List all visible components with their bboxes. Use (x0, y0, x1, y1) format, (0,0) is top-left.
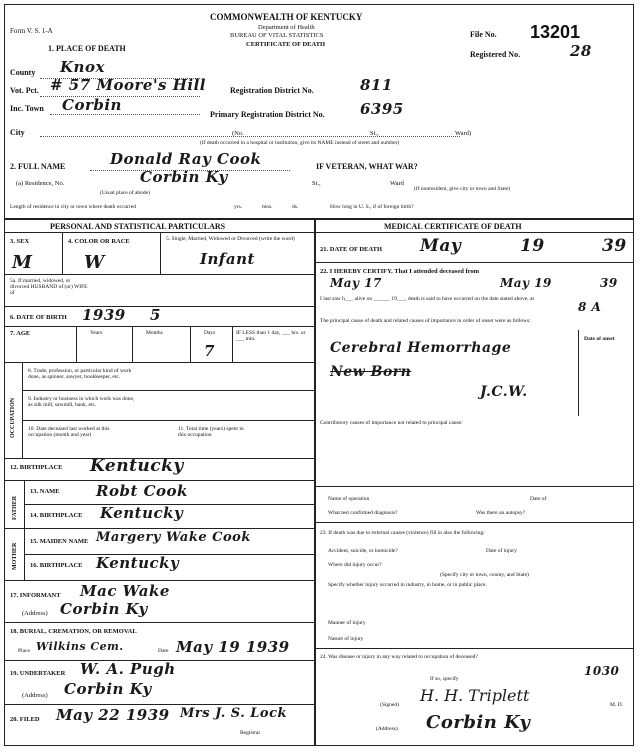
cert-from: May 17 (330, 276, 382, 290)
city-label: City (10, 128, 25, 137)
age-days-value: 7 (204, 342, 215, 360)
prim-district-value: 6395 (360, 100, 404, 118)
dod-year: 39 (602, 236, 627, 256)
undertaker-label: 19. UNDERTAKER (10, 670, 66, 677)
res-st: St., (312, 180, 321, 187)
father-bp-label: 14. BIRTHPLACE (30, 512, 83, 519)
informant-label: 17. INFORMANT (10, 592, 61, 599)
dept-label: Department of Health (258, 24, 315, 31)
father-name-value: Robt Cook (96, 482, 188, 500)
len-mos: mos. (262, 204, 273, 210)
res-ward: Ward (390, 180, 404, 187)
registered-number: 28 (570, 42, 592, 60)
where-label: Where did injury occur? (328, 562, 382, 568)
contrib-label: Contributory causes of importance not related to principal cause: (320, 420, 463, 426)
physician-signature: H. H. Triplett (420, 686, 530, 705)
usual-abode: (Usual place of abode) (100, 190, 150, 196)
death-time: 8 A (578, 300, 602, 314)
md-label: M. D. (610, 702, 623, 708)
reg-district-value: 811 (360, 76, 393, 94)
town-value: Corbin (62, 96, 122, 114)
husband-label: 5a. If married, widowed, or divorced HUSBAND of (or) WIFE of (10, 278, 88, 296)
sex-label: 3. SEX (10, 238, 30, 245)
reg-district-label: Registration District No. (230, 86, 314, 95)
cert-year: 39 (600, 276, 618, 290)
age-years: Years (90, 330, 103, 336)
onset-label: Date of onset (584, 336, 615, 342)
burial-date-value: May 19 1939 (176, 638, 290, 656)
burial-place-value: Wilkins Cem. (36, 640, 124, 653)
occ11: 11. Total time (years) spent in this occupation (178, 426, 244, 438)
howlong-label: How long in U. S., if of foreign birth? (330, 204, 414, 210)
nature-label: Nature of injury (328, 636, 364, 642)
birthplace-value: Kentucky (90, 456, 184, 476)
state-heading: COMMONWEALTH OF KENTUCKY (210, 12, 363, 22)
ext-causes: 23. If death was due to external causes (violence) fill in also the following: (320, 530, 485, 536)
full-name-label: 2. FULL NAME (10, 162, 66, 171)
occupation-code: 1030 (584, 664, 620, 678)
where-note: (Specify city or town, county, and State) (440, 572, 529, 578)
last-saw: I last saw h___ alive on ______ 19___, death is said to have occurred on the date stated above, at (320, 296, 534, 302)
age-days: Days (204, 330, 216, 336)
city-st: St., (370, 130, 379, 137)
medical-heading: MEDICAL CERTIFICATE OF DEATH (384, 222, 522, 231)
mother-bp-label: 16. BIRTHPLACE (30, 562, 83, 569)
physician-addr-value: Corbin Ky (426, 712, 531, 733)
veteran-label: IF VETERAN, WHAT WAR? (316, 162, 418, 171)
color-label: 4. COLOR OR RACE (68, 238, 130, 245)
ifso-label: If so, specify (430, 676, 459, 682)
certify-label: 22. I HEREBY CERTIFY, That I attended deceased from (320, 268, 480, 275)
undertaker-addr-value: Corbin Ky (64, 680, 152, 698)
occupation-label: OCCUPATION (10, 397, 16, 438)
operation-label: Name of operation (328, 496, 370, 502)
mother-label: MOTHER (12, 542, 18, 570)
city-note: (If death occurred in a hospital or institution, give its NAME instead of street and number) (200, 140, 400, 146)
burial-date-label: Date (158, 648, 169, 654)
res-note: (If nonresident, give city or town and State) (414, 186, 511, 192)
length-label: Length of residence in city or town where death occurred (10, 204, 136, 210)
specify-label: Specify whether injury occurred in industry, in home, or in public place. (328, 582, 487, 588)
residence-label: (a) Residence, No. (16, 180, 65, 187)
personal-heading: PERSONAL AND STATISTICAL PARTICULARS (50, 222, 226, 231)
cert-title: CERTIFICATE OF DEATH (246, 41, 326, 48)
sex-value: M (12, 252, 33, 273)
single-value: Infant (200, 250, 255, 268)
vot-label: Vot. Pct. (10, 86, 39, 95)
father-label: FATHER (12, 495, 18, 520)
undertaker-value: W. A. Pugh (80, 660, 176, 678)
len-yrs: yrs. (234, 204, 243, 210)
town-label: Inc. Town (10, 104, 44, 113)
autopsy-label: Was there an autopsy? (476, 510, 526, 516)
burial-label: 18. BURIAL, CREMATION, OR REMOVAL (10, 628, 137, 635)
physician-addr-label: (Address) (376, 726, 398, 732)
op-date-label: Date of (530, 496, 547, 502)
file-label: File No. (470, 30, 497, 39)
q24-label: 24. Was disease or injury in any way related to occupation of deceased? (320, 654, 478, 660)
cause-primary: Cerebral Hemorrhage (330, 340, 512, 356)
city-ward: Ward) (455, 130, 472, 137)
bureau-label: BUREAU OF VITAL STATISTICS (230, 32, 324, 39)
dod-month: May (420, 236, 462, 256)
cause-secondary: New Born (330, 364, 412, 380)
dob-year: 1939 (82, 306, 126, 324)
mother-bp-value: Kentucky (96, 554, 180, 572)
informant-addr-label: (Address) (22, 610, 48, 617)
accident-label: Accident, suicide, or homicide? (328, 548, 398, 554)
mother-name-value: Margery Wake Cook (96, 530, 251, 545)
occ8: 8. Trade, profession, or particular kind of work done, as spinner, sawyer, bookkeeper, etc. (28, 368, 132, 380)
prim-district-label: Primary Registration District No. (210, 110, 325, 119)
occ10: 10. Date deceased last worked at this occupation (month and year) (28, 426, 110, 438)
injury-date-label: Date of injury (486, 548, 517, 554)
vot-value: # 57 Moore's Hill (50, 76, 206, 94)
registered-label: Registered No. (470, 50, 521, 59)
father-name-label: 13. NAME (30, 488, 60, 495)
len-ds: ds. (292, 204, 299, 210)
cause-initials: J.C.W. (480, 384, 528, 400)
dob-label: 6. DATE OF BIRTH (10, 314, 67, 321)
filed-value: May 22 1939 (56, 706, 170, 724)
cause-text: The principal cause of death and related causes of importance in order of onset were as follows: (320, 318, 531, 324)
informant-value: Mac Wake (80, 582, 170, 600)
registrar-value: Mrs J. S. Lock (180, 706, 287, 721)
birthplace-label: 12. BIRTHPLACE (10, 464, 63, 471)
color-value: W (84, 252, 105, 273)
age-months: Months (146, 330, 163, 336)
confirmed-label: What test confirmed diagnosis? (328, 510, 398, 516)
age-label: 7. AGE (10, 330, 31, 337)
place-heading: 1. PLACE OF DEATH (48, 44, 126, 53)
form-id: Form V. S. 1-A (10, 27, 53, 35)
full-name-value: Donald Ray Cook (110, 150, 262, 168)
file-number: 13201 (530, 22, 581, 42)
city-no: (No. (232, 130, 244, 137)
occ9: 9. Industry or business in which work was done, as silk mill, sawmill, bank, etc. (28, 396, 135, 408)
undertaker-addr-label: (Address) (22, 692, 48, 699)
signed-label: (Signed) (380, 702, 399, 708)
filed-label: 20. FILED (10, 716, 40, 723)
single-label: 5. Single, Married, Widowed or Divorced (write the word) (166, 236, 295, 242)
burial-place-label: Place (18, 648, 30, 654)
manner-label: Manner of injury (328, 620, 366, 626)
father-bp-value: Kentucky (100, 504, 184, 522)
dob-month: 5 (150, 306, 161, 324)
informant-addr-value: Corbin Ky (60, 600, 148, 618)
county-value: Knox (60, 58, 105, 76)
mother-name-label: 15. MAIDEN NAME (30, 538, 89, 545)
residence-value: Corbin Ky (140, 168, 228, 186)
dod-day: 19 (520, 236, 545, 256)
county-label: County (10, 68, 36, 77)
dod-label: 21. DATE OF DEATH (320, 246, 382, 253)
age-less: IF LESS than 1 day, ___ hrs. or ___ min. (236, 330, 306, 342)
registrar-label: Registrar (240, 730, 261, 736)
cert-to: May 19 (500, 276, 552, 290)
